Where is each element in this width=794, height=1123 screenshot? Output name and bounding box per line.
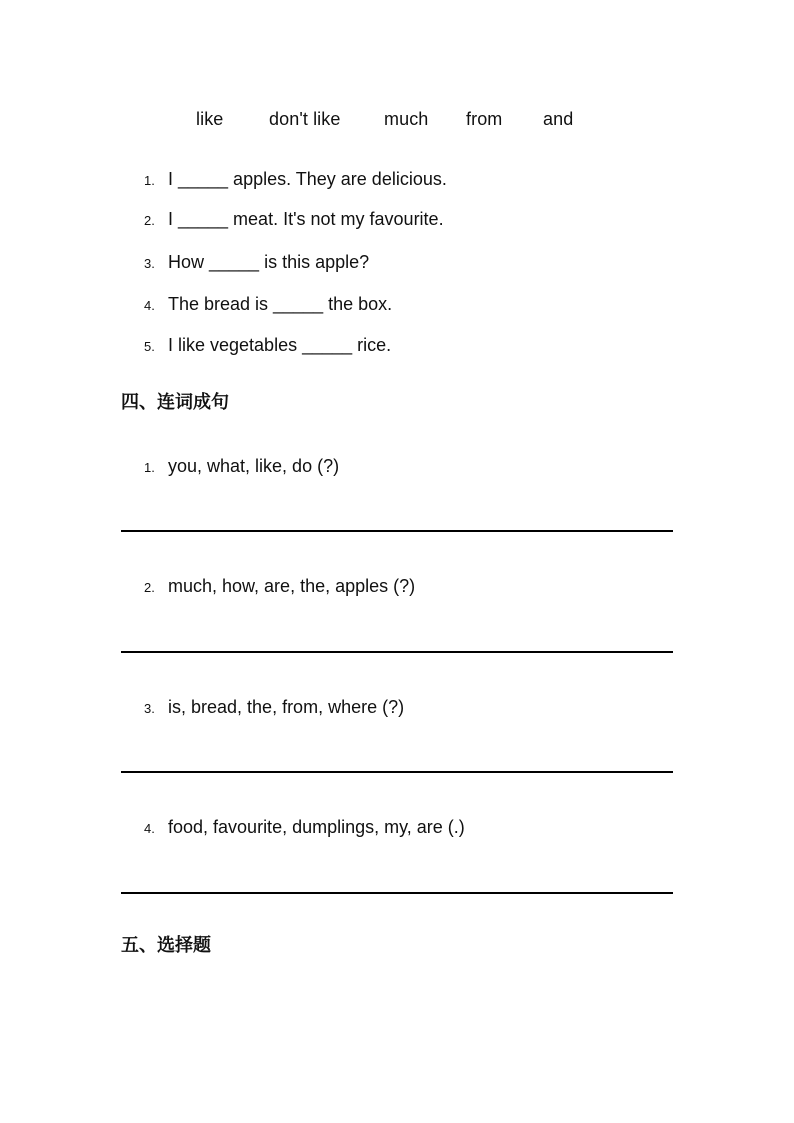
word-bank (0, 108, 794, 132)
word-bank-item: from (466, 109, 503, 129)
item-number: 2. (144, 213, 155, 228)
fill-blank-item (144, 250, 369, 274)
word-bank-item: and (543, 109, 574, 129)
item-text: you, what, like, do (?) (168, 456, 340, 476)
sentence-item (144, 815, 465, 839)
item-text: The bread is _____ the box. (168, 294, 393, 314)
item-number: 3. (144, 701, 155, 716)
word-bank-item: don't like (269, 109, 341, 129)
item-text: How _____ is this apple? (168, 252, 370, 272)
item-text: I _____ apples. They are delicious. (168, 169, 447, 189)
item-number: 2. (144, 580, 155, 595)
answer-line[interactable] (121, 771, 673, 773)
item-text: I _____ meat. It's not my favourite. (168, 209, 444, 229)
item-number: 1. (144, 173, 155, 188)
fill-blank-item (144, 333, 391, 357)
item-text: food, favourite, dumplings, my, are (.) (168, 817, 465, 837)
fill-blank-item (144, 207, 444, 231)
answer-line[interactable] (121, 651, 673, 653)
item-number: 4. (144, 298, 155, 313)
item-text: much, how, are, the, apples (?) (168, 576, 416, 596)
sentence-item (144, 454, 339, 478)
section-title: 四、连词成句 (121, 392, 229, 413)
item-number: 1. (144, 460, 155, 475)
fill-blank-item (144, 167, 447, 191)
item-number: 4. (144, 821, 155, 836)
item-text: I like vegetables _____ rice. (168, 335, 392, 355)
answer-line[interactable] (121, 530, 673, 532)
section-title: 五、选择题 (121, 935, 211, 956)
word-bank-item: much (384, 109, 429, 129)
item-text: is, bread, the, from, where (?) (168, 697, 405, 717)
item-number: 5. (144, 339, 155, 354)
word-bank-item: like (196, 109, 224, 129)
answer-line[interactable] (121, 892, 673, 894)
sentence-item (144, 574, 415, 598)
fill-blank-item (144, 292, 392, 316)
sentence-item (144, 695, 404, 719)
item-number: 3. (144, 256, 155, 271)
